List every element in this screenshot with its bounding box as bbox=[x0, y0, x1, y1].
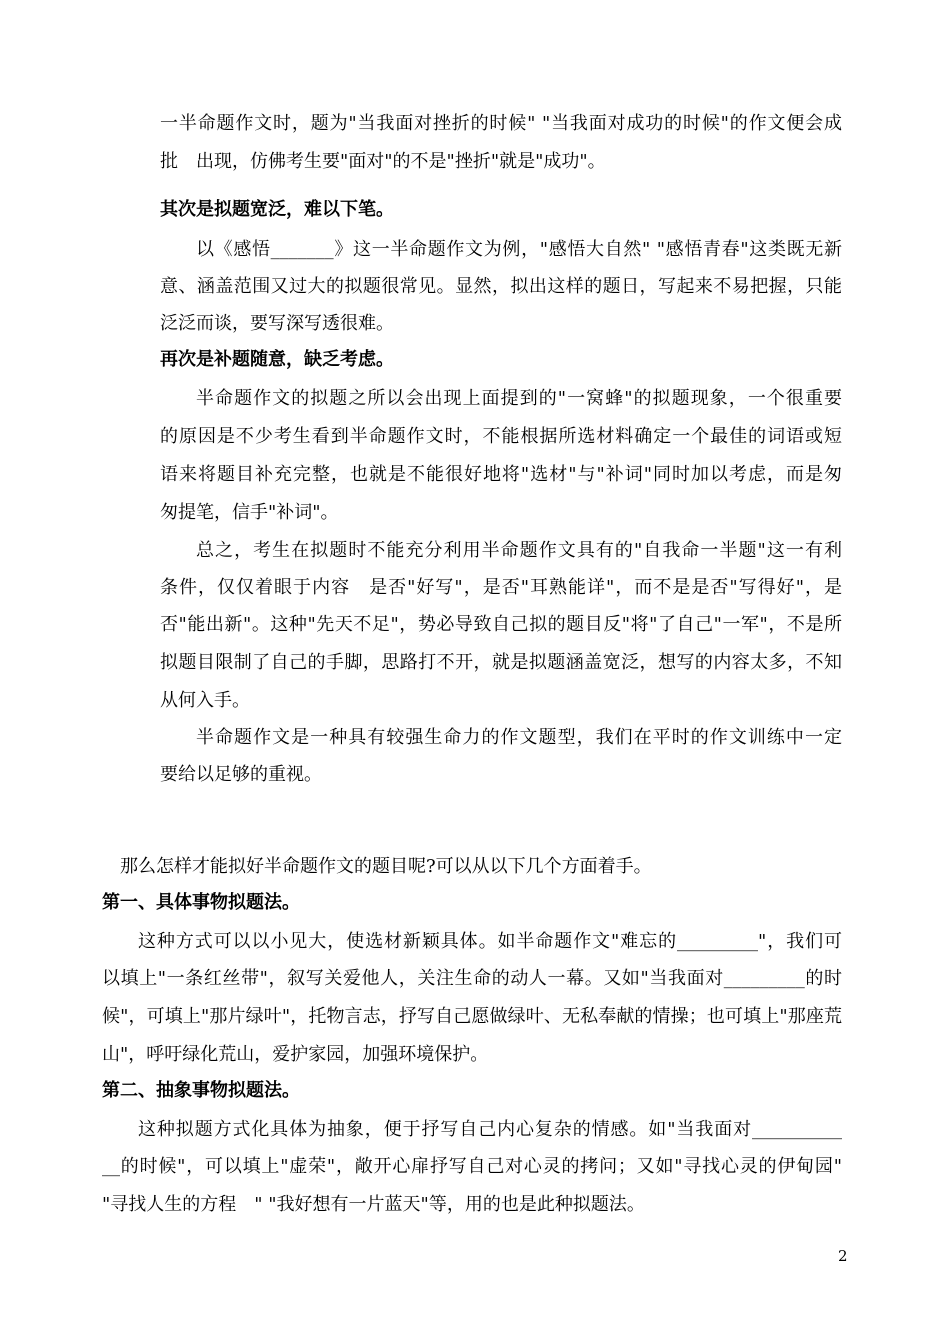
text-line: 泛泛而谈，要写深写透很难。 bbox=[160, 313, 394, 334]
text-line: __的时候"，可以填上"虚荣"，敞开心扉抒写自己对心灵的拷问；又如"寻找心灵的伊甸园" bbox=[102, 1156, 842, 1177]
page-number: 2 bbox=[838, 1247, 848, 1265]
text-line: 半命题作文的拟题之所以会出现上面提到的"一窝蜂"的拟题现象，一个很重要 bbox=[196, 388, 842, 409]
text-line: 语来将题目补充完整，也就是不能很好地将"选材"与"补词"同时加以考虑，而是匆 bbox=[160, 464, 842, 485]
text-line: 从何入手。 bbox=[160, 690, 250, 711]
text-line: 否"能出新"。这种"先天不足"，势必导致自己拟的题目反"将"了自己"一军"，不是所 bbox=[160, 614, 842, 635]
section-heading: 其次是拟题宽泛，难以下笔。 bbox=[160, 199, 394, 220]
section-heading: 第一、具体事物拟题法。 bbox=[102, 892, 300, 913]
text-line: 候"，可填上"那片绿叶"，托物言志，抒写自己愿做绿叶、无私奉献的情操；也可填上"那座荒 bbox=[102, 1006, 842, 1027]
text-line: 的原因是不少考生看到半命题作文时，不能根据所选材料确定一个最佳的词语或短 bbox=[160, 426, 842, 447]
text-line: 以填上"一条红丝带"，叙写关爱他人，关注生命的动人一幕。又如"当我面对_________的时 bbox=[102, 968, 842, 989]
text-line: 一半命题作文时，题为"当我面对挫折的时候" "当我面对成功的时候"的作文便会成 bbox=[160, 113, 842, 134]
text-line: 批 出现，仿佛考生要"面对"的不是"挫折"就是"成功"。 bbox=[160, 151, 606, 172]
text-line: 拟题目限制了自己的手脚，思路打不开，就是拟题涵盖宽泛，想写的内容太多，不知 bbox=[160, 652, 842, 673]
text-line: "寻找人生的方程 " "我好想有一片蓝天"等，用的也是此种拟题法。 bbox=[102, 1194, 645, 1215]
text-line: 那么怎样才能拟好半命题作文的题目呢?可以从以下几个方面着手。 bbox=[120, 856, 652, 877]
text-line: 条件，仅仅着眼于内容 是否"好写"，是否"耳熟能详"，而不是是否"写得好"，是 bbox=[160, 577, 842, 598]
text-line: 这种拟题方式化具体为抽象，便于抒写自己内心复杂的情感。如"当我面对__________ bbox=[138, 1119, 842, 1140]
text-line: 匆提笔，信手"补词"。 bbox=[160, 502, 339, 523]
text-line: 山"，呼吁绿化荒山，爱护家园，加强环境保护。 bbox=[102, 1044, 489, 1065]
text-line: 以《感悟_______》这一半命题作文为例，"感悟大自然" "感悟青春"这类既无新 bbox=[196, 239, 842, 260]
text-line: 意、涵盖范围又过大的拟题很常见。显然，拟出这样的题日，写起来不易把握，只能 bbox=[160, 276, 842, 297]
section-heading: 第二、抽象事物拟题法。 bbox=[102, 1080, 300, 1101]
text-line: 要给以足够的重视。 bbox=[160, 764, 322, 785]
text-line: 总之，考生在拟题时不能充分利用半命题作文具有的"自我命一半题"这一有利 bbox=[196, 540, 842, 561]
section-heading: 再次是补题随意，缺乏考虑。 bbox=[160, 349, 394, 370]
text-line: 这种方式可以以小见大，使选材新颖具体。如半命题作文"难忘的_________"，我们可 bbox=[138, 931, 842, 952]
text-line: 半命题作文是一种具有较强生命力的作文题型，我们在平时的作文训练中一定 bbox=[196, 727, 842, 748]
